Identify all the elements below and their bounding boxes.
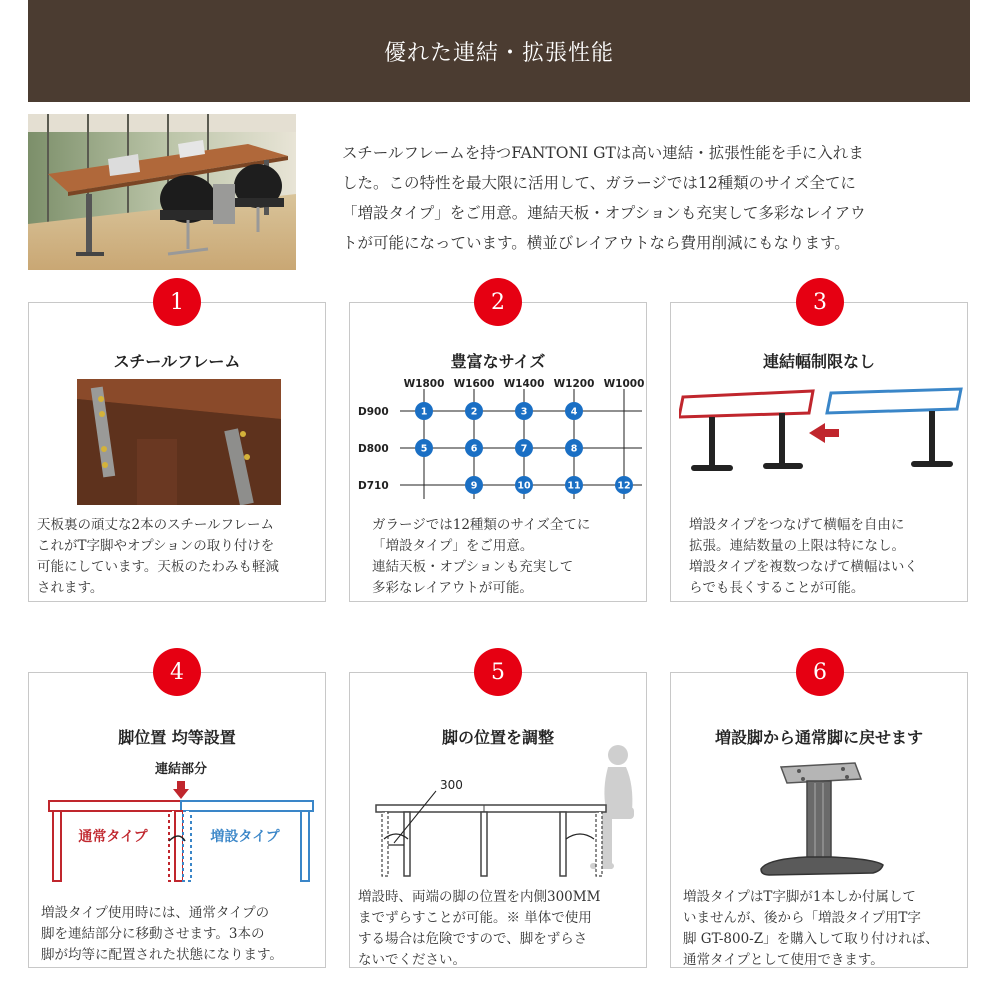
arrow-down-icon [173,781,189,799]
intro-paragraph [342,138,954,258]
card-description [41,903,325,966]
size-number: 2 [470,406,478,418]
card-text-line: 増設タイプを複数つなげて横幅はいく [689,559,918,575]
number-badge: 2 [474,278,522,326]
page-title: 優れた連結・拡張性能 [383,40,614,66]
extension-type-label: 増設タイプ [210,829,280,845]
card-text-line: までずらすことが可能。※ 単体で使用 [358,910,592,926]
size-number: 10 [517,480,531,492]
card-text-line: 「増設タイプ」をご用意。 [372,538,534,554]
card-text-line: 増設タイプをつなげて横幅を自由に [689,517,905,533]
header-banner [28,0,970,102]
card-text-line: ないでください。 [358,952,466,968]
extension-desk-top [827,389,961,413]
card-title: 脚の位置を調整 [441,728,554,747]
depth-label: D900 [358,406,389,418]
size-number: 8 [570,443,578,455]
card-title: 連結幅制限なし [762,352,875,371]
card-text-line: 増設時、両端の脚の位置を内側300MM [358,889,601,905]
card-text-line: 拡張。連結数量の上限は特になし。 [689,538,905,554]
size-number: 5 [420,443,428,455]
feature-card-sizes [349,302,647,602]
t-leg-illustration [751,759,891,883]
card-title: 脚位置 均等設置 [118,728,236,747]
card-description [689,515,961,599]
connect-desks-diagram [679,385,963,489]
card-text-line: 可能にしています。天板のたわみも軽減 [37,559,279,575]
arrow-left-icon [809,423,839,443]
card-text-line: 増設タイプはT字脚が1本しか付属して [683,889,916,905]
intro-line: スチールフレームを持つFANTONI GTは高い連結・拡張性能を手に入れま [342,144,864,162]
size-number: 9 [470,480,478,492]
card-text-line: 連結天板・オプションも充実して [372,559,574,575]
card-title: 豊富なサイズ [450,352,546,371]
card-description [358,887,646,971]
size-number: 12 [617,480,631,492]
card-text-line: 多彩なレイアウトが可能。 [372,580,533,596]
leg-position-diagram [43,757,317,891]
depth-label: D800 [358,443,389,455]
card-title: 増設脚から通常脚に戻せます [714,728,923,747]
card-text-line: 通常タイプとして使用できます。 [683,952,884,968]
steel-frame-photo [77,379,281,509]
width-label: W1600 [453,378,495,390]
card-title: スチールフレーム [113,352,241,371]
joint-label: 連結部分 [154,762,208,777]
width-label: W1200 [553,378,595,390]
card-text-line: 脚が均等に配置された状態になります。 [41,947,283,963]
feature-card-leg-position [28,672,326,968]
normal-desk-top [679,391,813,417]
size-number: 4 [570,406,578,418]
offset-label: 300 [440,778,463,792]
card-text-line: 天板裏の頑丈な2本のスチールフレーム [37,517,275,533]
adjust-legs-diagram [370,739,640,883]
card-text-line: されます。 [37,580,104,596]
card-text-line: ガラージでは12種類のサイズ全てに [372,517,591,533]
card-text-line: 脚を連結部分に移動させます。3本の [41,926,265,942]
number-badge: 3 [796,278,844,326]
feature-card-convert-leg [670,672,968,968]
size-number: 1 [420,406,428,418]
card-description [372,515,642,599]
intro-line: した。この特性を最大限に活用して、ガラージでは12種類のサイズ全てに [342,174,856,192]
card-text-line: 増設タイプ使用時には、通常タイプの [41,905,270,921]
card-description [683,887,967,971]
card-text-line: これがT字脚やオプションの取り付けを [37,538,275,554]
width-label: W1800 [403,378,445,390]
number-badge: 6 [796,648,844,696]
size-number: 7 [520,443,528,455]
size-number: 3 [520,406,528,418]
feature-card-no-width-limit [670,302,968,602]
intro-line: トが可能になっています。横並びレイアウトなら費用削減にもなります。 [342,234,850,252]
number-badge: 5 [474,648,522,696]
card-text-line: 脚 GT-800-Z」を購入して取り付ければ、 [683,931,939,947]
depth-label: D710 [358,480,389,492]
office-photo [28,114,296,270]
size-number: 6 [470,443,478,455]
size-number: 11 [567,480,581,492]
card-text-line: する場合は危険ですので、脚をずらさ [358,931,588,947]
number-badge: 4 [153,648,201,696]
card-text-line: いませんが、後から「増設タイプ用T字 [683,910,921,926]
intro-line: 「増設タイプ」をご用意。連結天板・オプションも充実して多彩なレイアウ [342,204,866,222]
card-description [37,515,325,599]
feature-card-adjust-legs [349,672,647,968]
card-text-line: らでも長くすることが可能。 [689,580,865,596]
width-label: W1400 [503,378,545,390]
width-label: W1000 [603,378,645,390]
size-grid-diagram [356,373,646,507]
normal-type-label: 通常タイプ [78,829,148,845]
number-badge: 1 [153,278,201,326]
feature-card-steel-frame [28,302,326,602]
